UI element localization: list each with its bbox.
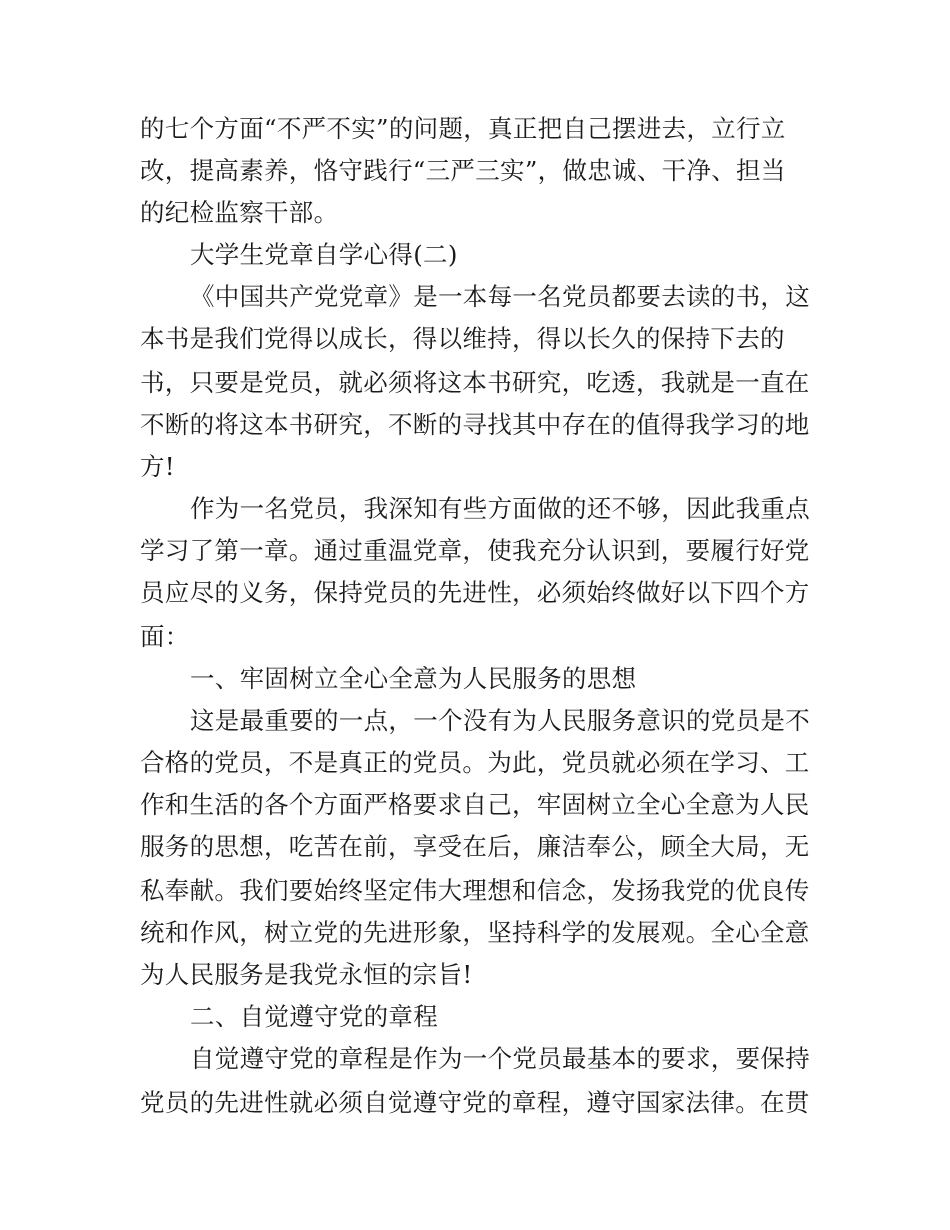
text-line: 党员的先进性就必须自觉遵守党的章程，遵守国家法律。在贯 — [140, 1088, 810, 1117]
text-line: 私奉献。我们要始终坚定伟大理想和信念，发扬我党的优良传 — [140, 876, 810, 905]
section-heading: 大学生党章自学心得(二) — [190, 240, 458, 269]
text-line: 服务的思想，吃苦在前，享受在后，廉洁奉公，顾全大局，无 — [140, 832, 810, 861]
text-line: 《中国共产党党章》是一本每一名党员都要去读的书，这 — [190, 282, 810, 311]
text-line: 统和作风，树立党的先进形象，坚持科学的发展观。全心全意 — [140, 918, 810, 947]
text-line: 作为一名党员，我深知有些方面做的还不够，因此我重点 — [190, 494, 810, 523]
text-line: 本书是我们党得以成长，得以维持，得以长久的保持下去的 — [140, 324, 785, 353]
section-heading: 二、自觉遵守党的章程 — [190, 1002, 438, 1031]
text-line: 作和生活的各个方面严格要求自己，牢固树立全心全意为人民 — [140, 790, 810, 819]
text-line: 改，提高素养，恪守践行“三严三实”，做忠诚、干净、担当 — [140, 156, 786, 185]
text-line: 不断的将这本书研究，不断的寻找其中存在的值得我学习的地 — [140, 410, 810, 439]
text-line: 的纪检监察干部。 — [140, 198, 339, 227]
text-line: 为人民服务是我党永恒的宗旨! — [140, 960, 473, 989]
text-line: 员应尽的义务，保持党员的先进性，必须始终做好以下四个方 — [140, 578, 810, 607]
text-line: 方! — [140, 452, 175, 481]
text-line: 自觉遵守党的章程是作为一个党员最基本的要求，要保持 — [190, 1044, 810, 1073]
text-line: 的七个方面“不严不实”的问题，真正把自己摆进去，立行立 — [140, 114, 786, 143]
text-line: 面： — [140, 622, 190, 651]
text-line: 学习了第一章。通过重温党章，使我充分认识到，要履行好党 — [140, 536, 810, 565]
section-heading: 一、牢固树立全心全意为人民服务的思想 — [190, 664, 637, 693]
text-line: 合格的党员，不是真正的党员。为此，党员就必须在学习、工 — [140, 748, 810, 777]
text-line: 书，只要是党员，就必须将这本书研究，吃透，我就是一直在 — [140, 368, 810, 397]
text-line: 这是最重要的一点，一个没有为人民服务意识的党员是不 — [190, 706, 810, 735]
